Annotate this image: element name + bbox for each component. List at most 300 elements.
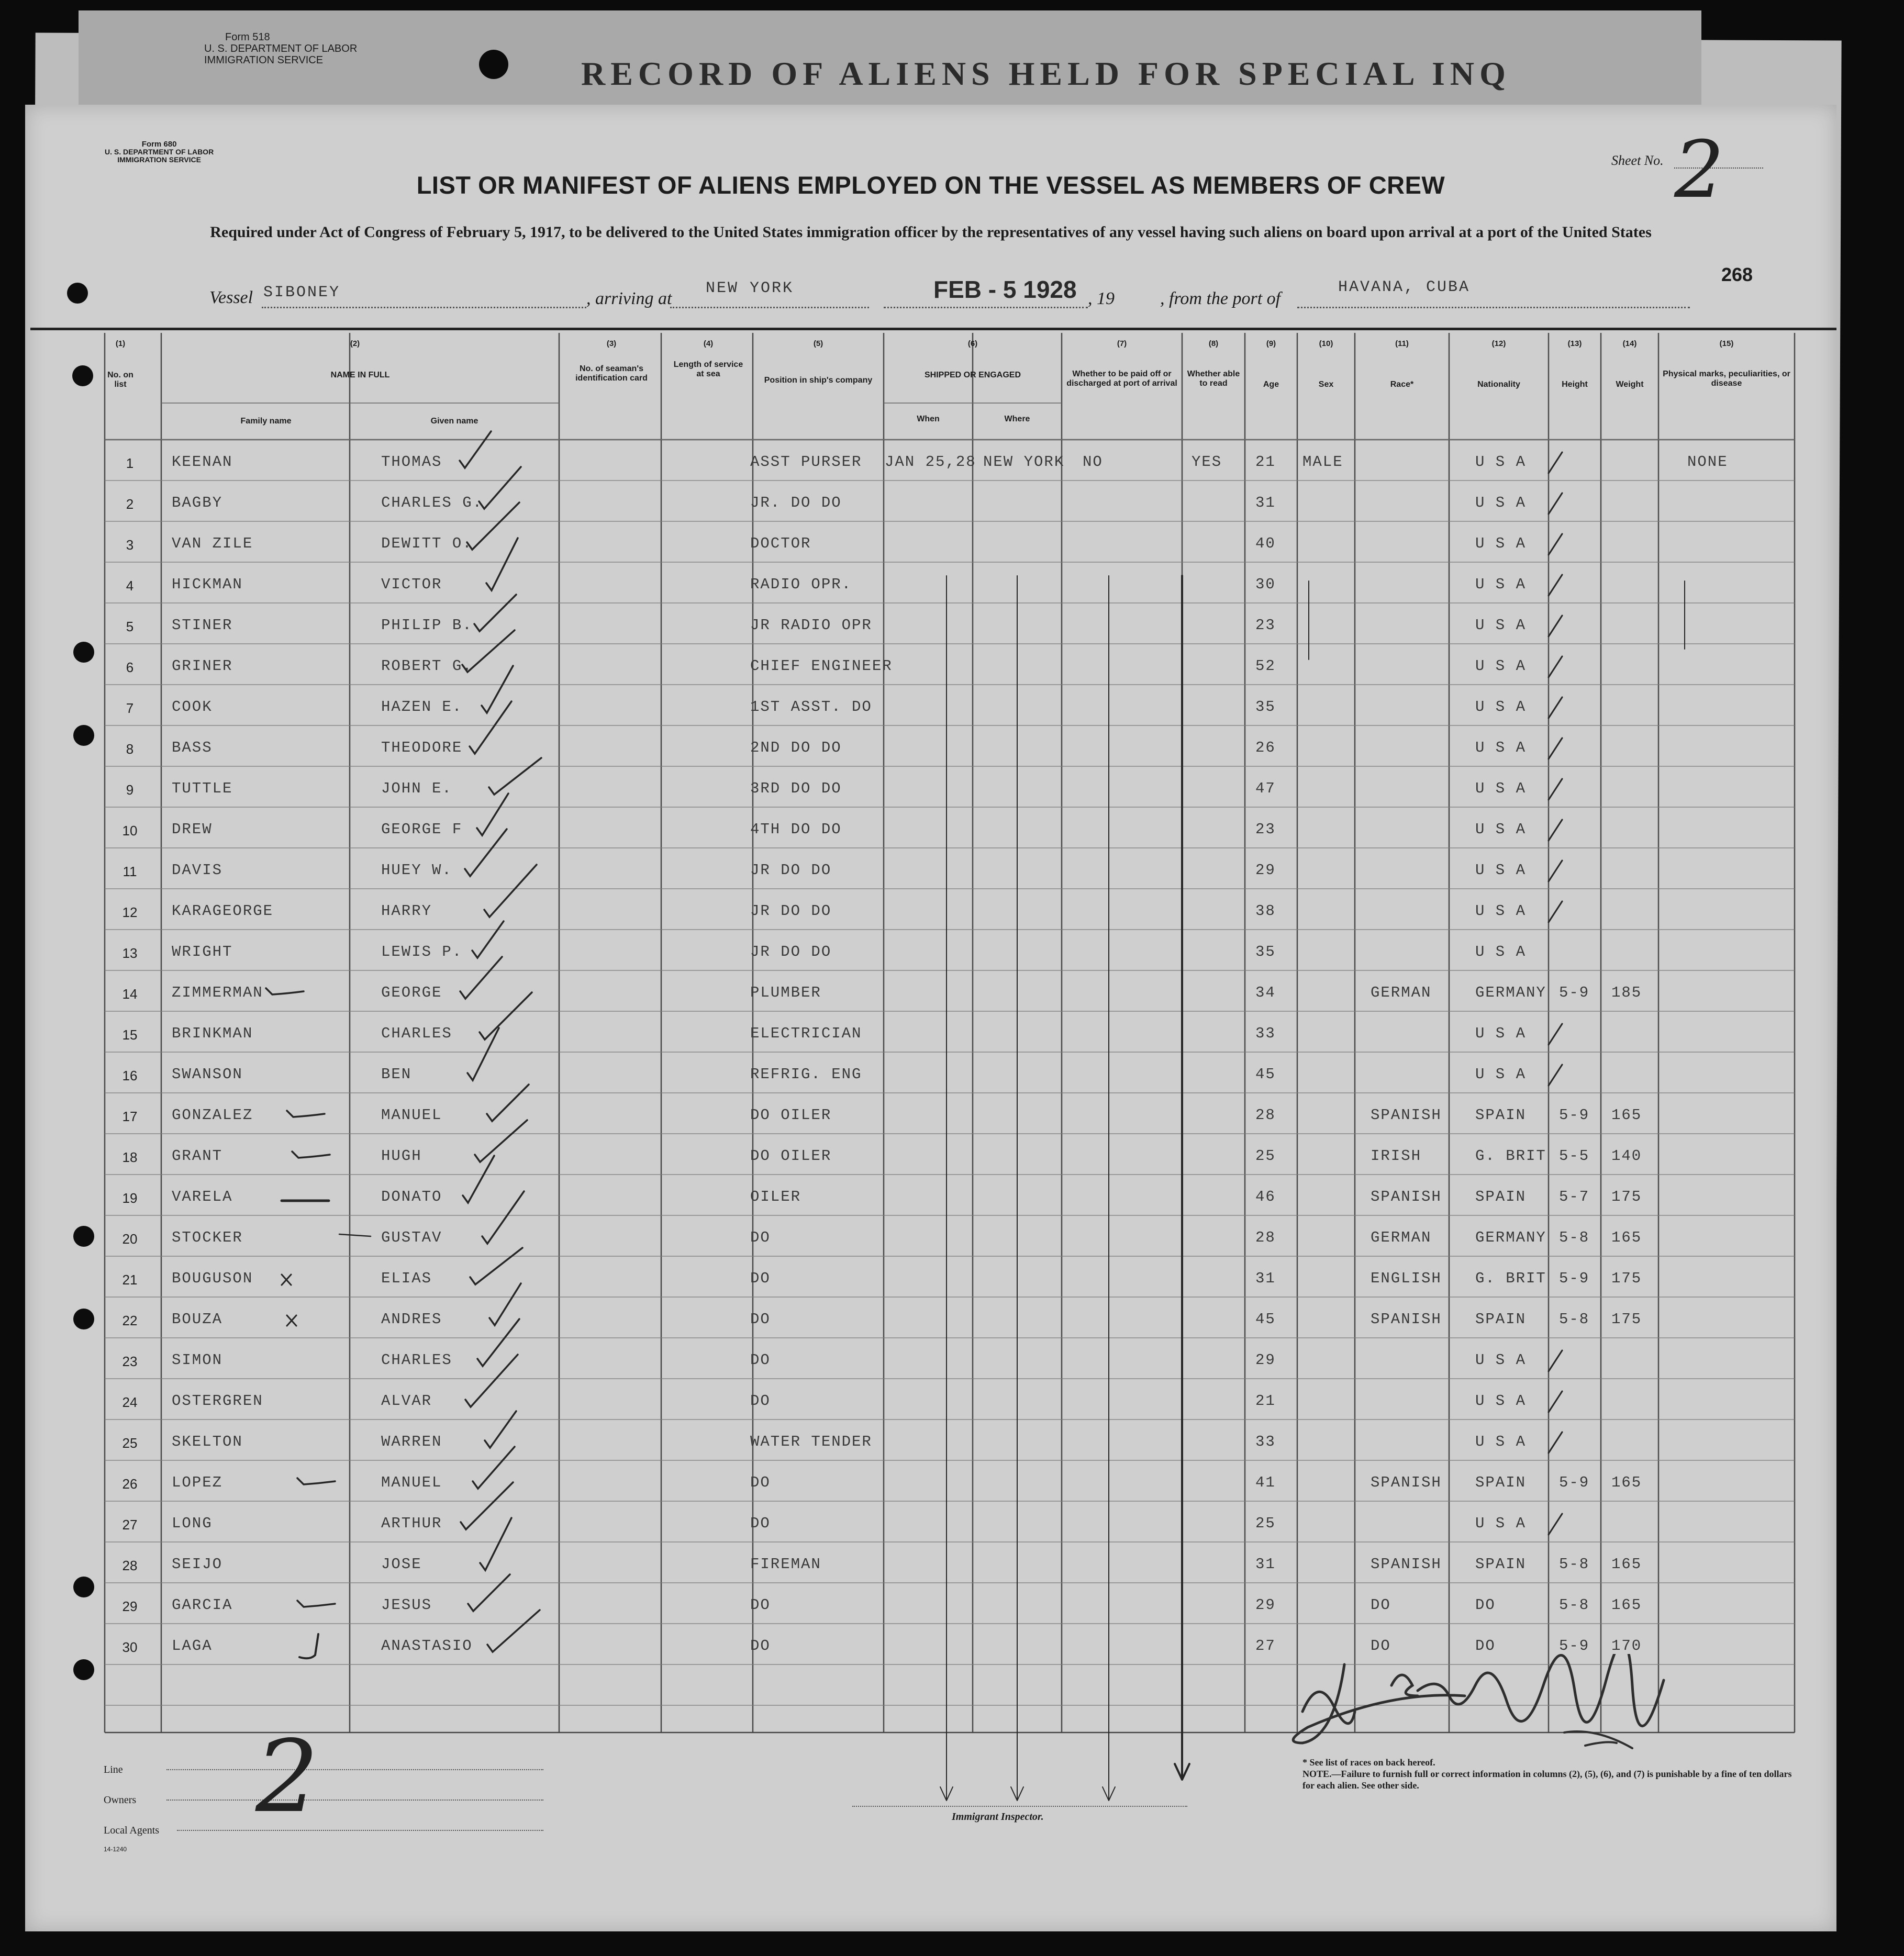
row-number: 21 [122,1272,138,1288]
position: 2ND DO DO [750,739,842,756]
position: DO [750,1637,771,1655]
height: 5-9 [1559,1474,1590,1491]
family-name: SKELTON [172,1433,243,1450]
slash-mark [1549,738,1562,759]
col-header-family: Family name [240,417,292,426]
age: 28 [1255,1229,1276,1246]
nationality: G. BRIT [1475,1147,1546,1165]
check-mark [299,1634,318,1658]
nationality: DO [1475,1596,1496,1614]
nationality: GERMANY [1475,984,1546,1001]
given-name: ANDRES [381,1311,442,1328]
position: 1ST ASST. DO [750,698,872,716]
position: JR DO DO [750,862,832,879]
local-agents-label: Local Agents [104,1825,160,1836]
row-number: 1 [126,455,134,471]
form-dept: U. S. DEPARTMENT OF LABOR [105,148,214,156]
given-name: ANASTASIO [381,1637,473,1655]
age: 40 [1255,535,1276,552]
position: 4TH DO DO [750,821,842,838]
given-name: JOSE [381,1556,422,1573]
row-number: 14 [122,986,138,1002]
age: 45 [1255,1066,1276,1083]
nationality: SPAIN [1475,1556,1527,1573]
check-mark [287,1111,325,1117]
row-number: 13 [122,945,138,961]
ditto-arrow [1011,576,1023,1801]
col-header-no: No. on list [107,371,133,389]
nationality: U S A [1475,780,1527,797]
age: 35 [1255,943,1276,960]
row-number: 6 [126,660,134,675]
age: 33 [1255,1433,1276,1450]
col-header-where: Where [1004,415,1030,423]
check-mark [489,1283,521,1325]
shipped-where: NEW YORK [983,453,1065,471]
age: 25 [1255,1147,1276,1165]
row-number: 20 [122,1231,138,1247]
given-name: ALVAR [381,1392,432,1410]
slash-mark [1549,575,1562,596]
family-name: HICKMAN [172,576,243,593]
col-header-height: Height [1562,380,1588,389]
row-number: 7 [126,700,134,716]
position: DO [750,1474,771,1491]
family-name: SEIJO [172,1556,223,1573]
family-name: SWANSON [172,1066,243,1083]
check-mark [487,1610,540,1652]
family-name: KARAGEORGE [172,902,274,920]
position: JR. DO DO [750,494,842,511]
weight: 165 [1611,1556,1642,1573]
family-name: WRIGHT [172,943,233,960]
family-name: BOUZA [172,1311,223,1328]
given-name: BEN [381,1066,412,1083]
col-header-paid-off: Whether to be paid off or discharged at port of arrival [1066,370,1177,388]
form-code: 14-1240 [104,1846,127,1853]
race: IRISH [1371,1147,1422,1165]
given-name: WARREN [381,1433,442,1450]
race: SPANISH [1371,1556,1442,1573]
col-header-when: When [917,415,940,423]
nationality: U S A [1475,902,1527,920]
given-name: ELIAS [381,1270,432,1287]
slash-mark [1549,452,1562,473]
family-name: LOPEZ [172,1474,223,1491]
height: 5-7 [1559,1188,1590,1205]
given-name: MANUEL [381,1106,442,1124]
family-name: STINER [172,617,233,634]
punch-hole [479,50,508,79]
race: GERMAN [1371,984,1432,1001]
family-name: KEENAN [172,453,233,471]
nationality: U S A [1475,1066,1527,1083]
check-mark [465,829,507,876]
check-mark [460,957,502,999]
age: 34 [1255,984,1276,1001]
row-number: 8 [126,741,134,757]
position: REFRIG. ENG [750,1066,862,1083]
position: DO [750,1270,771,1287]
position: ASST PURSER [750,453,862,471]
height: 5-9 [1559,984,1590,1001]
race: SPANISH [1371,1106,1442,1124]
footnote-fine-note: NOTE.—Failure to furnish full or correct information in columns (2), (5), (6), and (7) is punishable by a fine of ten dollars for each alien. See other side. [1302,1769,1792,1791]
family-name: OSTERGREN [172,1392,263,1410]
under-sheet-title: RECORD OF ALIENS HELD FOR SPECIAL INQ [581,55,1511,92]
age: 23 [1255,821,1276,838]
sheet-number-label: Sheet No. [1611,153,1664,168]
check-mark [460,431,491,468]
weight: 175 [1611,1188,1642,1205]
col-number-12: (12) [1491,339,1506,348]
nationality: U S A [1475,1515,1527,1532]
given-name: CHARLES G. [381,494,483,511]
age: 21 [1255,1392,1276,1410]
age: 26 [1255,739,1276,756]
age: 31 [1255,1556,1276,1573]
handwritten-line-number: 2 [255,1719,319,1835]
col-number-8: (8) [1208,339,1219,348]
col-header-weight: Weight [1616,380,1644,389]
nationality: SPAIN [1475,1311,1527,1328]
col-number-10: (10) [1319,339,1333,348]
col-number-11: (11) [1395,339,1409,348]
nationality: U S A [1475,739,1527,756]
given-name: CHARLES [381,1351,452,1369]
vessel-name: SIBONEY [263,284,341,301]
nationality: U S A [1475,494,1527,511]
check-mark [486,538,518,590]
slash-mark [1549,820,1562,841]
sheet-number: 2 [1674,125,1724,216]
dash-mark [339,1234,371,1236]
nationality: SPAIN [1475,1188,1527,1205]
check-mark [266,988,304,994]
nationality: G. BRIT [1475,1270,1546,1287]
sex: MALE [1302,453,1343,471]
row-number: 12 [122,904,138,920]
row-number: 28 [122,1558,138,1573]
slash-mark [1549,493,1562,514]
family-name: GONZALEZ [172,1106,253,1124]
col-header-seaman-card: No. of seaman's identification card [575,364,648,383]
given-name: THEODORE [381,739,463,756]
race: ENGLISH [1371,1270,1442,1287]
row-number: 4 [126,578,134,594]
given-name: ROBERT G. [381,657,473,675]
given-name: VICTOR [381,576,442,593]
slash-mark [1549,860,1562,881]
given-name: DONATO [381,1188,442,1205]
family-name: STOCKER [172,1229,243,1246]
age: 31 [1255,1270,1276,1287]
nationality: U S A [1475,698,1527,716]
nationality: SPAIN [1475,1106,1527,1124]
position: DO [750,1229,771,1246]
nationality: U S A [1475,1433,1527,1450]
given-name: GUSTAV [381,1229,442,1246]
given-name: HUEY W. [381,862,452,879]
position: DOCTOR [750,535,811,552]
age: 31 [1255,494,1276,511]
row-number: 16 [122,1068,138,1083]
under-dept: U. S. DEPARTMENT OF LABOR [204,43,358,54]
row-number: 11 [123,864,137,879]
position: DO [750,1351,771,1369]
row-number: 22 [122,1313,138,1328]
col-header-sex: Sex [1318,380,1334,389]
race: DO [1371,1596,1391,1614]
col-header-age: Age [1263,380,1279,389]
position: JR RADIO OPR [750,617,872,634]
family-name: DREW [172,821,213,838]
position: DO [750,1392,771,1410]
footer-labels [104,1754,159,1846]
height: 5-8 [1559,1311,1590,1328]
weight: 165 [1611,1229,1642,1246]
from-port: HAVANA, CUBA [1338,278,1471,296]
family-name: BASS [172,739,213,756]
position: DO [750,1311,771,1328]
slash-mark [1549,534,1562,555]
family-name: TUTTLE [172,780,233,797]
family-name: ZIMMERMAN [172,984,263,1001]
check-mark [485,1411,516,1448]
form-number: Form 680 [141,140,177,149]
nationality: U S A [1475,862,1527,879]
position: CHIEF ENGINEER [750,657,893,675]
nationality: GERMANY [1475,1229,1546,1246]
ditto-arrow [1103,576,1115,1801]
age: 27 [1255,1637,1276,1655]
given-name: HAZEN E. [381,698,463,716]
race: SPANISH [1371,1188,1442,1205]
nationality: DO [1475,1637,1496,1655]
check-mark [479,467,521,509]
from-port-label: , from the port of [1160,289,1281,308]
row-number: 17 [122,1109,138,1124]
nationality: U S A [1475,821,1527,838]
agents-underline [177,1830,543,1831]
date-stamp: FEB - 5 1928 [933,276,1077,303]
position: PLUMBER [750,984,821,1001]
check-mark [475,1120,527,1162]
given-name: GEORGE [381,984,442,1001]
footnote [1302,1757,1805,1791]
row-number: 27 [122,1517,138,1533]
given-name: MANUEL [381,1474,442,1491]
nationality: U S A [1475,576,1527,593]
family-name: GARCIA [172,1596,233,1614]
check-mark [489,758,541,795]
check-mark [463,1156,494,1203]
family-name: VARELA [172,1188,233,1205]
given-name: DEWITT O. [381,535,473,552]
age: 35 [1255,698,1276,716]
given-name: JESUS [381,1596,432,1614]
page-number: 268 [1721,264,1753,285]
age: 30 [1255,576,1276,593]
footnote-races: * See list of races on back hereof. [1302,1757,1435,1768]
check-mark [482,1191,524,1244]
given-name: JOHN E. [381,780,452,797]
height: 5-9 [1559,1106,1590,1124]
col-number-2: (2) [350,339,360,348]
line-underline [166,1769,543,1770]
given-name: ARTHUR [381,1515,442,1532]
slash-mark [1549,779,1562,800]
slash-mark [1549,656,1562,677]
slash-mark [1549,1350,1562,1371]
check-mark [467,502,519,550]
age: 52 [1255,657,1276,675]
family-name: BRINKMAN [172,1025,253,1042]
slash-mark [1549,1432,1562,1453]
position: RADIO OPR. [750,576,852,593]
nationality: U S A [1475,1351,1527,1369]
under-sheet-form-block [204,31,357,66]
height: 5-9 [1559,1270,1590,1287]
nationality: SPAIN [1475,1474,1527,1491]
row-number: 3 [126,537,134,553]
check-mark [470,1248,522,1284]
position: ELECTRICIAN [750,1025,862,1042]
col-number-14: (14) [1622,339,1637,348]
col-header-name: NAME IN FULL [330,371,390,379]
age: 29 [1255,862,1276,879]
family-name: GRINER [172,657,233,675]
check-mark [472,921,504,958]
position: DO [750,1596,771,1614]
family-name: BAGBY [172,494,223,511]
family-name: LAGA [172,1637,213,1655]
shipped-when: JAN 25,28 [885,453,976,471]
check-mark [480,992,532,1040]
check-mark [297,1601,335,1607]
position: 3RD DO DO [750,780,842,797]
age: 28 [1255,1106,1276,1124]
family-name: GRANT [172,1147,223,1165]
nationality: U S A [1475,1392,1527,1410]
col-number-5: (5) [813,339,823,348]
age: 41 [1255,1474,1276,1491]
given-name: LEWIS P. [381,943,463,960]
check-mark [480,1518,511,1570]
race: DO [1371,1637,1391,1655]
row-number: 24 [122,1394,138,1410]
weight: 175 [1611,1270,1642,1287]
age: 25 [1255,1515,1276,1532]
under-form-number: Form 518 [225,31,270,43]
col-header-shipped: SHIPPED OR ENGAGED [924,371,1021,379]
nationality: U S A [1475,617,1527,634]
line-label: Line [104,1764,123,1775]
form-service: IMMIGRATION SERVICE [117,155,201,164]
height: 5-8 [1559,1556,1590,1573]
arriving-port: NEW YORK [706,280,794,297]
row-number: 18 [122,1149,138,1165]
col-header-given: Given name [430,417,478,426]
col-header-position: Position in ship's company [764,376,873,385]
age: 47 [1255,780,1276,797]
row-number: 10 [122,823,138,839]
col-number-3: (3) [606,339,617,348]
col-number-4: (4) [703,339,714,348]
col-number-15: (15) [1719,339,1734,348]
col-header-length-service: Length of service at sea [673,360,743,378]
page-subtitle: Required under Act of Congress of February 5, 1917, to be delivered to the United States immigration officer by the representatives of any vessel having such aliens on board upon arrival at a port of the United States [210,223,1652,241]
inspector-signature [1271,1654,1795,1759]
row-number: 19 [122,1190,138,1206]
col-number-6: (6) [967,339,978,348]
check-mark [462,630,515,672]
position: WATER TENDER [750,1433,872,1450]
check-mark [477,793,508,835]
height: 5-9 [1559,1637,1590,1655]
nationality: U S A [1475,657,1527,675]
slash-mark [1549,901,1562,922]
col-header-nationality: Nationality [1477,380,1520,389]
col-number-7: (7) [1117,339,1127,348]
given-name: HUGH [381,1147,422,1165]
paid-off: NO [1083,453,1103,471]
row-number: 15 [122,1027,138,1043]
age: 38 [1255,902,1276,920]
year-label: , 19 [1088,289,1115,308]
page-title: LIST OR MANIFEST OF ALIENS EMPLOYED ON THE VESSEL AS MEMBERS OF CREW [416,171,1445,199]
weight: 185 [1611,984,1642,1001]
weight: 165 [1611,1596,1642,1614]
height: 5-8 [1559,1596,1590,1614]
ditto-arrow [940,576,953,1801]
age: 33 [1255,1025,1276,1042]
slash-mark [1549,1391,1562,1412]
position: JR DO DO [750,943,832,960]
col-number-13: (13) [1567,339,1582,348]
race: GERMAN [1371,1229,1432,1246]
age: 29 [1255,1351,1276,1369]
family-name: LONG [172,1515,213,1532]
check-mark [473,1447,515,1489]
weight: 170 [1611,1637,1642,1655]
slash-mark [1549,697,1562,718]
row-number: 5 [126,619,134,634]
cross-mark [282,1275,291,1285]
row-number: 2 [126,496,134,512]
check-mark [484,865,537,917]
immigrant-inspector-label: Immigrant Inspector. [952,1811,1044,1823]
family-name: SIMON [172,1351,223,1369]
ditto-arrow [1175,576,1189,1780]
col-header-physical-marks: Physical marks, peculiarities, or disease [1663,370,1790,388]
race: SPANISH [1371,1474,1442,1491]
col-header-able-to-read: Whether able to read [1187,370,1240,388]
height: 5-8 [1559,1229,1590,1246]
physical-marks: NONE [1687,453,1728,471]
owners-underline [166,1799,543,1801]
row-number: 29 [122,1599,138,1614]
age: 46 [1255,1188,1276,1205]
able-to-read: YES [1192,453,1222,471]
check-mark [297,1478,335,1484]
given-name: HARRY [381,902,432,920]
nationality: U S A [1475,1025,1527,1042]
family-name: VAN ZILE [172,535,253,552]
row-number: 25 [122,1435,138,1451]
position: DO [750,1515,771,1532]
slash-mark [1549,616,1562,636]
